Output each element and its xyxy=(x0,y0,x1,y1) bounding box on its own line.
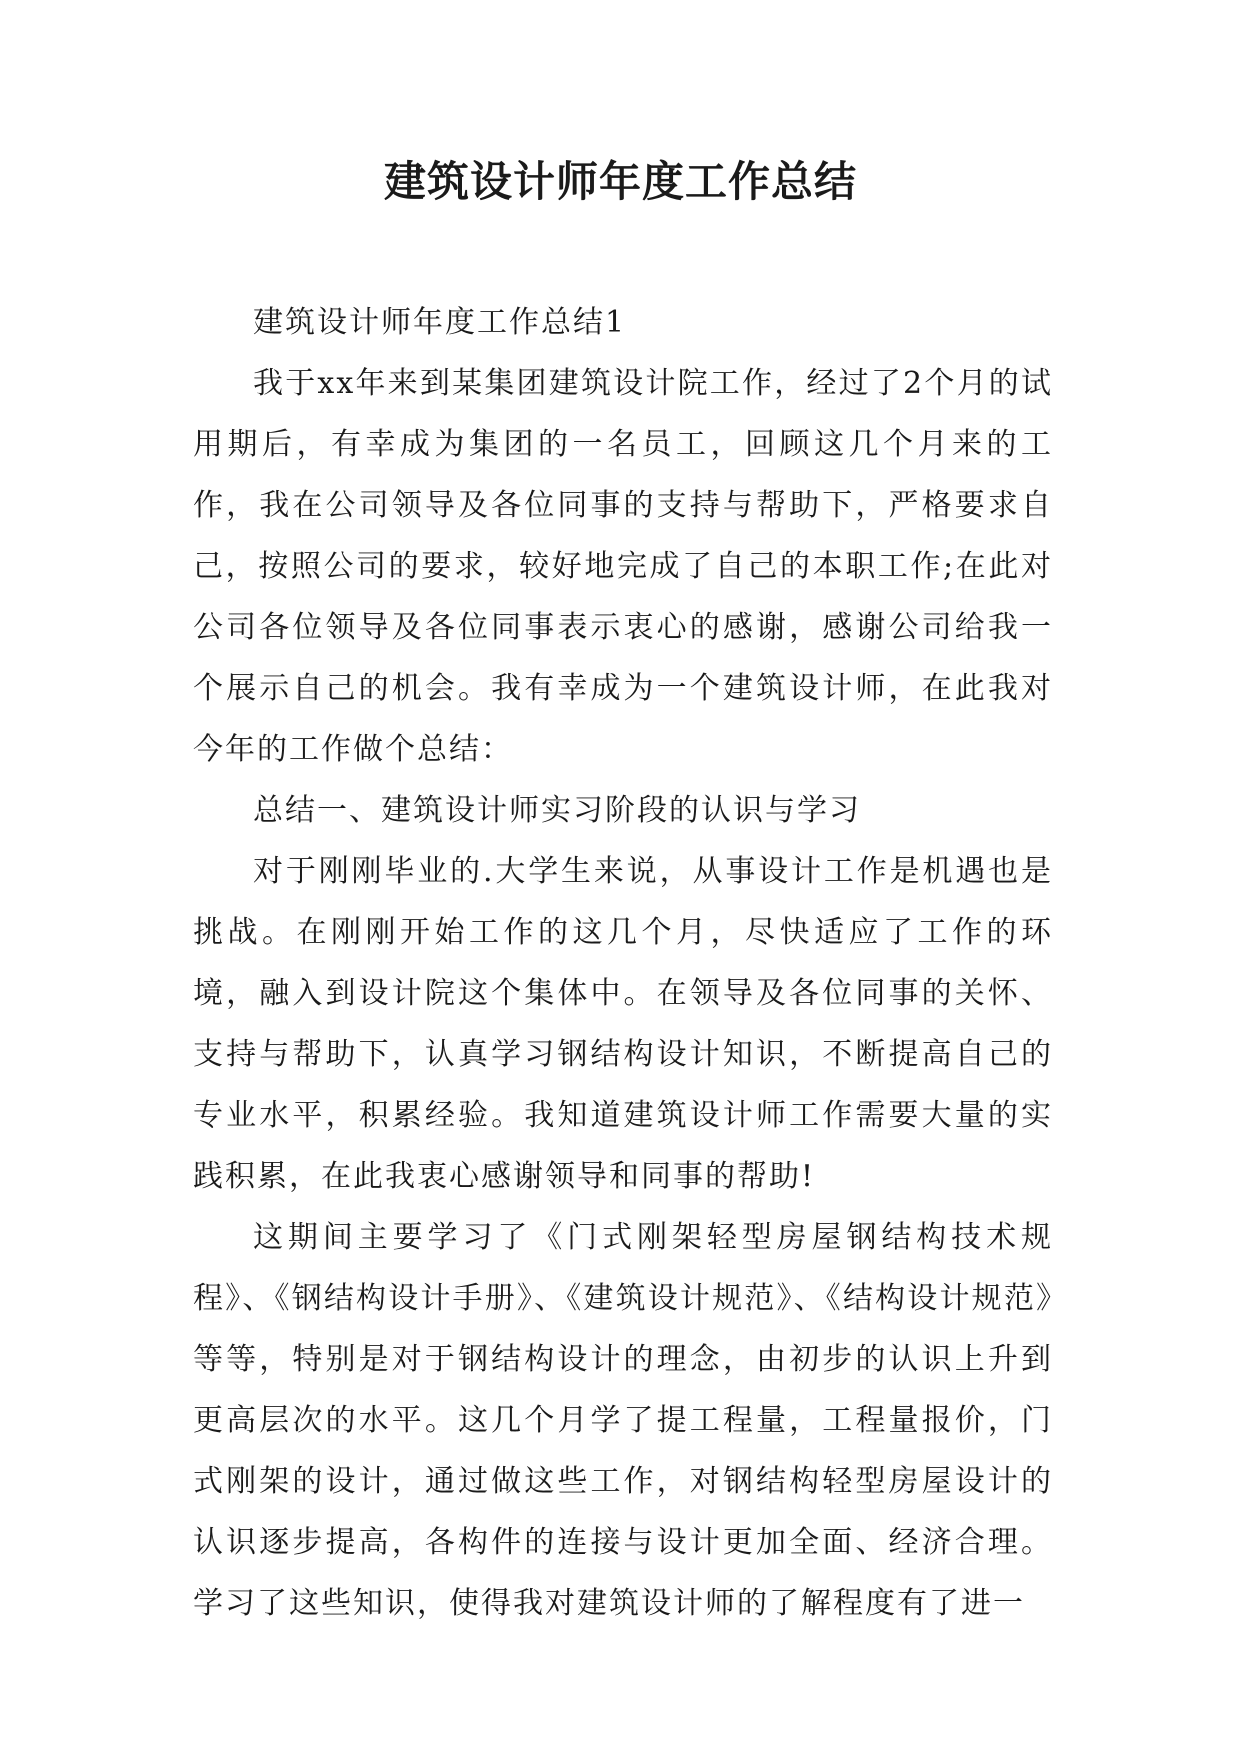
paragraph-study: 这期间主要学习了《门式刚架轻型房屋钢结构技术规程》、《钢结构设计手册》、《建筑设计规范》、《结构设计规范》等等，特别是对于钢结构设计的理念，由初步的认识上升到更高层次的水平。这几个月学了提工程量，工程量报价，门式刚架的设计，通过做这些工作，对钢结构轻型房屋设计的认识逐步提高，各构件的连接与设计更加全面、经济合理。学习了这些知识，使得我对建筑设计师的了解程度有了进一 xyxy=(193,1220,1053,1621)
document-body xyxy=(193,292,1053,1634)
paragraph-section-heading: 总结一、建筑设计师实习阶段的认识与学习 xyxy=(253,793,861,828)
paragraph-internship: 对于刚刚毕业的.大学生来说，从事设计工作是机遇也是挑战。在刚刚开始工作的这几个月，尽快适应了工作的环境，融入到设计院这个集体中。在领导及各位同事的关怀、支持与帮助下，认真学习钢结构设计知识，不断提高自己的专业水平，积累经验。我知道建筑设计师工作需要大量的实践积累，在此我衷心感谢领导和同事的帮助! xyxy=(193,854,1053,1194)
paragraph-intro: 我于xx年来到某集团建筑设计院工作，经过了2个月的试用期后，有幸成为集团的一名员工，回顾这几个月来的工作，我在公司领导及各位同事的支持与帮助下，严格要求自己，按照公司的要求，较好地完成了自己的本职工作;在此对公司各位领导及各位同事表示衷心的感谢，感谢公司给我一个展示自己的机会。我有幸成为一个建筑设计师，在此我对今年的工作做个总结： xyxy=(193,366,1053,767)
paragraph-subtitle: 建筑设计师年度工作总结1 xyxy=(253,305,627,340)
document-title: 建筑设计师年度工作总结 xyxy=(383,157,857,206)
